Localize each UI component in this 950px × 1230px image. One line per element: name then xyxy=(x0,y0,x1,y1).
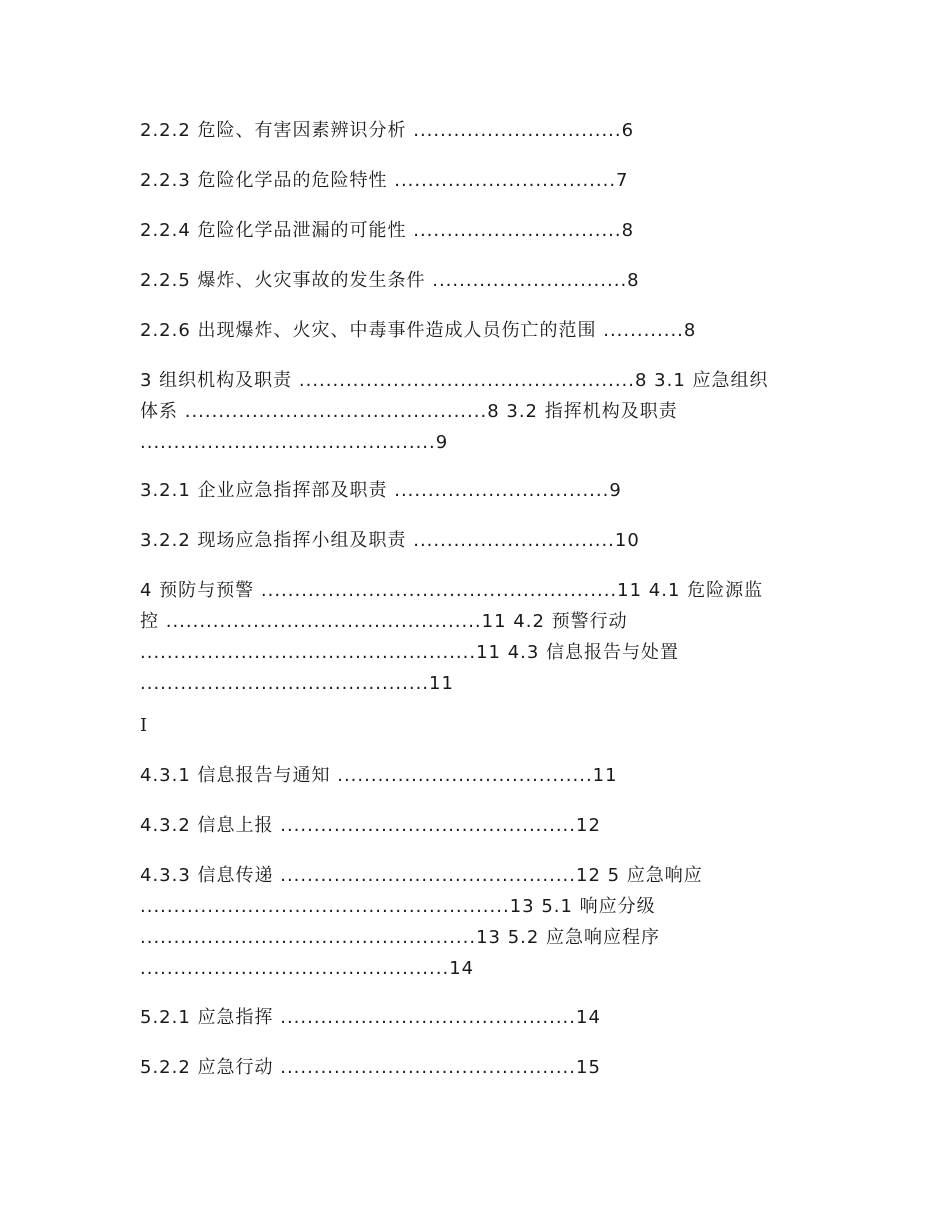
toc-entry-5-2-2: 5.2.2 应急行动 ............................................15 xyxy=(140,1057,601,1078)
toc-entry-3-2-1: 3.2.1 企业应急指挥部及职责 ................................9 xyxy=(140,480,622,501)
toc-entry-5-2-1: 5.2.1 应急指挥 ............................................14 xyxy=(140,1007,601,1028)
toc-entry-5-1-cont: ..................................................13 5.2 应急响应程序 xyxy=(140,927,661,948)
toc-entry-5-cont: .......................................................13 5.1 响应分级 xyxy=(140,896,656,917)
toc-entry-2-2-3: 2.2.3 危险化学品的危险特性 .................................7 xyxy=(140,170,629,191)
toc-entry-5-2-cont: ..............................................14 xyxy=(140,958,475,979)
page-number-roman: I xyxy=(140,715,148,736)
toc-entry-2-2-4: 2.2.4 危险化学品泄漏的可能性 ...............................8 xyxy=(140,220,635,241)
toc-entry-4-3-2: 4.3.2 信息上报 ............................................12 xyxy=(140,815,601,836)
toc-entry-2-2-5: 2.2.5 爆炸、火灾事故的发生条件 .............................8 xyxy=(140,270,640,291)
toc-entry-4-3-1: 4.3.1 信息报告与通知 ......................................11 xyxy=(140,765,618,786)
toc-entry-3-1-cont: 体系 .............................................8 3.2 指挥机构及职责 xyxy=(140,401,678,422)
toc-entry-2-2-2: 2.2.2 危险、有害因素辨识分析 ...............................6 xyxy=(140,120,635,141)
toc-entry-4-1-cont: 控 ...............................................11 4.2 预警行动 xyxy=(140,611,628,632)
toc-entry-4: 4 预防与预警 .....................................................11 4.1 危险源监 xyxy=(140,580,764,601)
toc-entry-3: 3 组织机构及职责 ..................................................8 3.1 应急组织 xyxy=(140,370,769,391)
toc-entry-4-3-cont: ...........................................11 xyxy=(140,673,454,694)
toc-entry-3-2-2: 3.2.2 现场应急指挥小组及职责 ..............................10 xyxy=(140,530,640,551)
toc-entry-2-2-6: 2.2.6 出现爆炸、火灾、中毒事件造成人员伤亡的范围 ............8 xyxy=(140,320,697,341)
toc-entry-3-2-cont: ............................................9 xyxy=(140,432,449,453)
toc-entry-4-3-3: 4.3.3 信息传递 ............................................12 5 应急响应 xyxy=(140,865,703,886)
toc-entry-4-2-cont: ..................................................11 4.3 信息报告与处置 xyxy=(140,642,680,663)
